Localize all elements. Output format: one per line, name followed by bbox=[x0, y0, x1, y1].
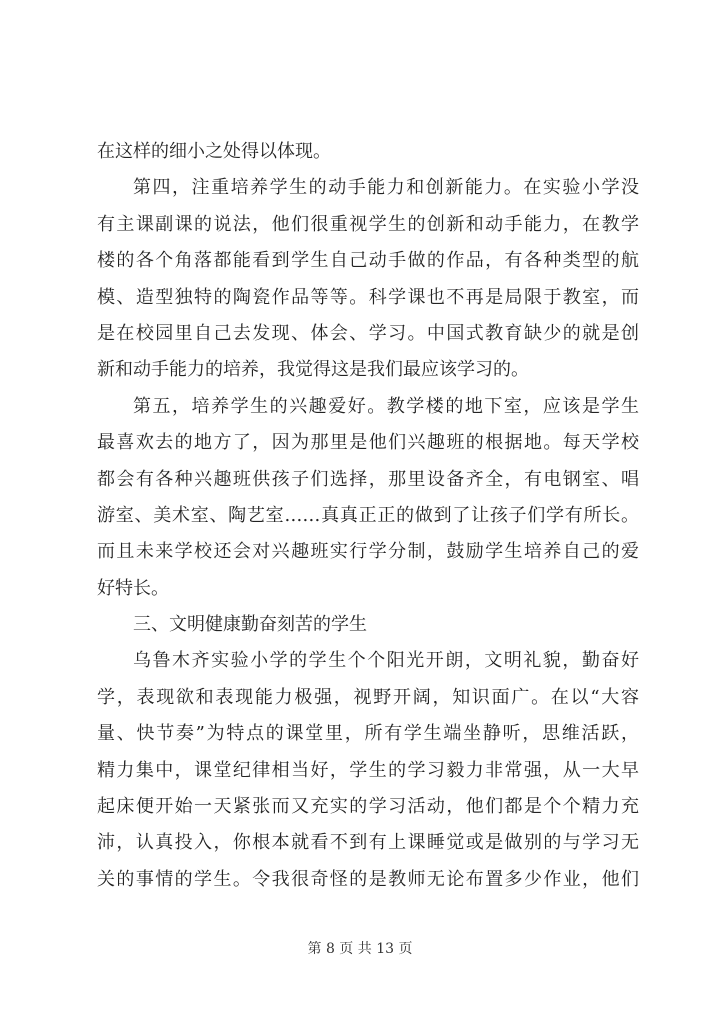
text-line: 有主课副课的说法，他们很重视学生的创新和动手能力，在教学 bbox=[97, 213, 639, 235]
text-line: 而且未来学校还会对兴趣班实行学分制，鼓励学生培养自己的爱 bbox=[97, 541, 639, 563]
text-line: 沛，认真投入，你根本就看不到有上课睡觉或是做别的与学习无 bbox=[97, 832, 639, 854]
text-line: 最喜欢去的地方了，因为那里是他们兴趣班的根据地。每天学校 bbox=[97, 432, 639, 454]
text-line: 乌鲁木齐实验小学的学生个个阳光开朗，文明礼貌，勤奋好 bbox=[133, 650, 639, 672]
text-line: 第五，培养学生的兴趣爱好。教学楼的地下室，应该是学生 bbox=[133, 395, 639, 417]
text-line: 楼的各个角落都能看到学生自己动手做的作品，有各种类型的航 bbox=[97, 250, 639, 272]
text-line: 是在校园里自己去发现、体会、学习。中国式教育缺少的就是创 bbox=[97, 322, 639, 344]
text-line: 量、快节奏”为特点的课堂里，所有学生端坐静听，思维活跃， bbox=[97, 723, 639, 745]
text-line: 新和动手能力的培养，我觉得这是我们最应该学习的。 bbox=[97, 359, 529, 381]
text-line: 关的事情的学生。令我很奇怪的是教师无论布置多少作业，他们 bbox=[97, 868, 639, 890]
text-line: 都会有各种兴趣班供孩子们选择，那里设备齐全，有电钢室、唱 bbox=[97, 468, 639, 490]
text-line: 精力集中，课堂纪律相当好，学生的学习毅力非常强，从一大早 bbox=[97, 759, 639, 781]
text-line: 起床便开始一天紧张而又充实的学习活动，他们都是个个精力充 bbox=[97, 796, 639, 818]
text-line: 在这样的细小之处得以体现。 bbox=[97, 141, 331, 162]
text-line: 学，表现欲和表现能力极强，视野开阔，知识面广。在以“大容 bbox=[97, 686, 639, 708]
text-line: 三、文明健康勤奋刻苦的学生 bbox=[133, 614, 367, 636]
text-line: 第四，注重培养学生的动手能力和创新能力。在实验小学没 bbox=[133, 177, 639, 199]
text-line: 游室、美术室、陶艺室……真真正正的做到了让孩子们学有所长。 bbox=[97, 504, 639, 526]
text-line: 模、造型独特的陶瓷作品等等。科学课也不再是局限于教室，而 bbox=[97, 286, 639, 308]
page-footer: 第 8 页 共 13 页 bbox=[307, 941, 413, 957]
document-body bbox=[97, 139, 639, 903]
text-line: 好特长。 bbox=[97, 577, 169, 599]
